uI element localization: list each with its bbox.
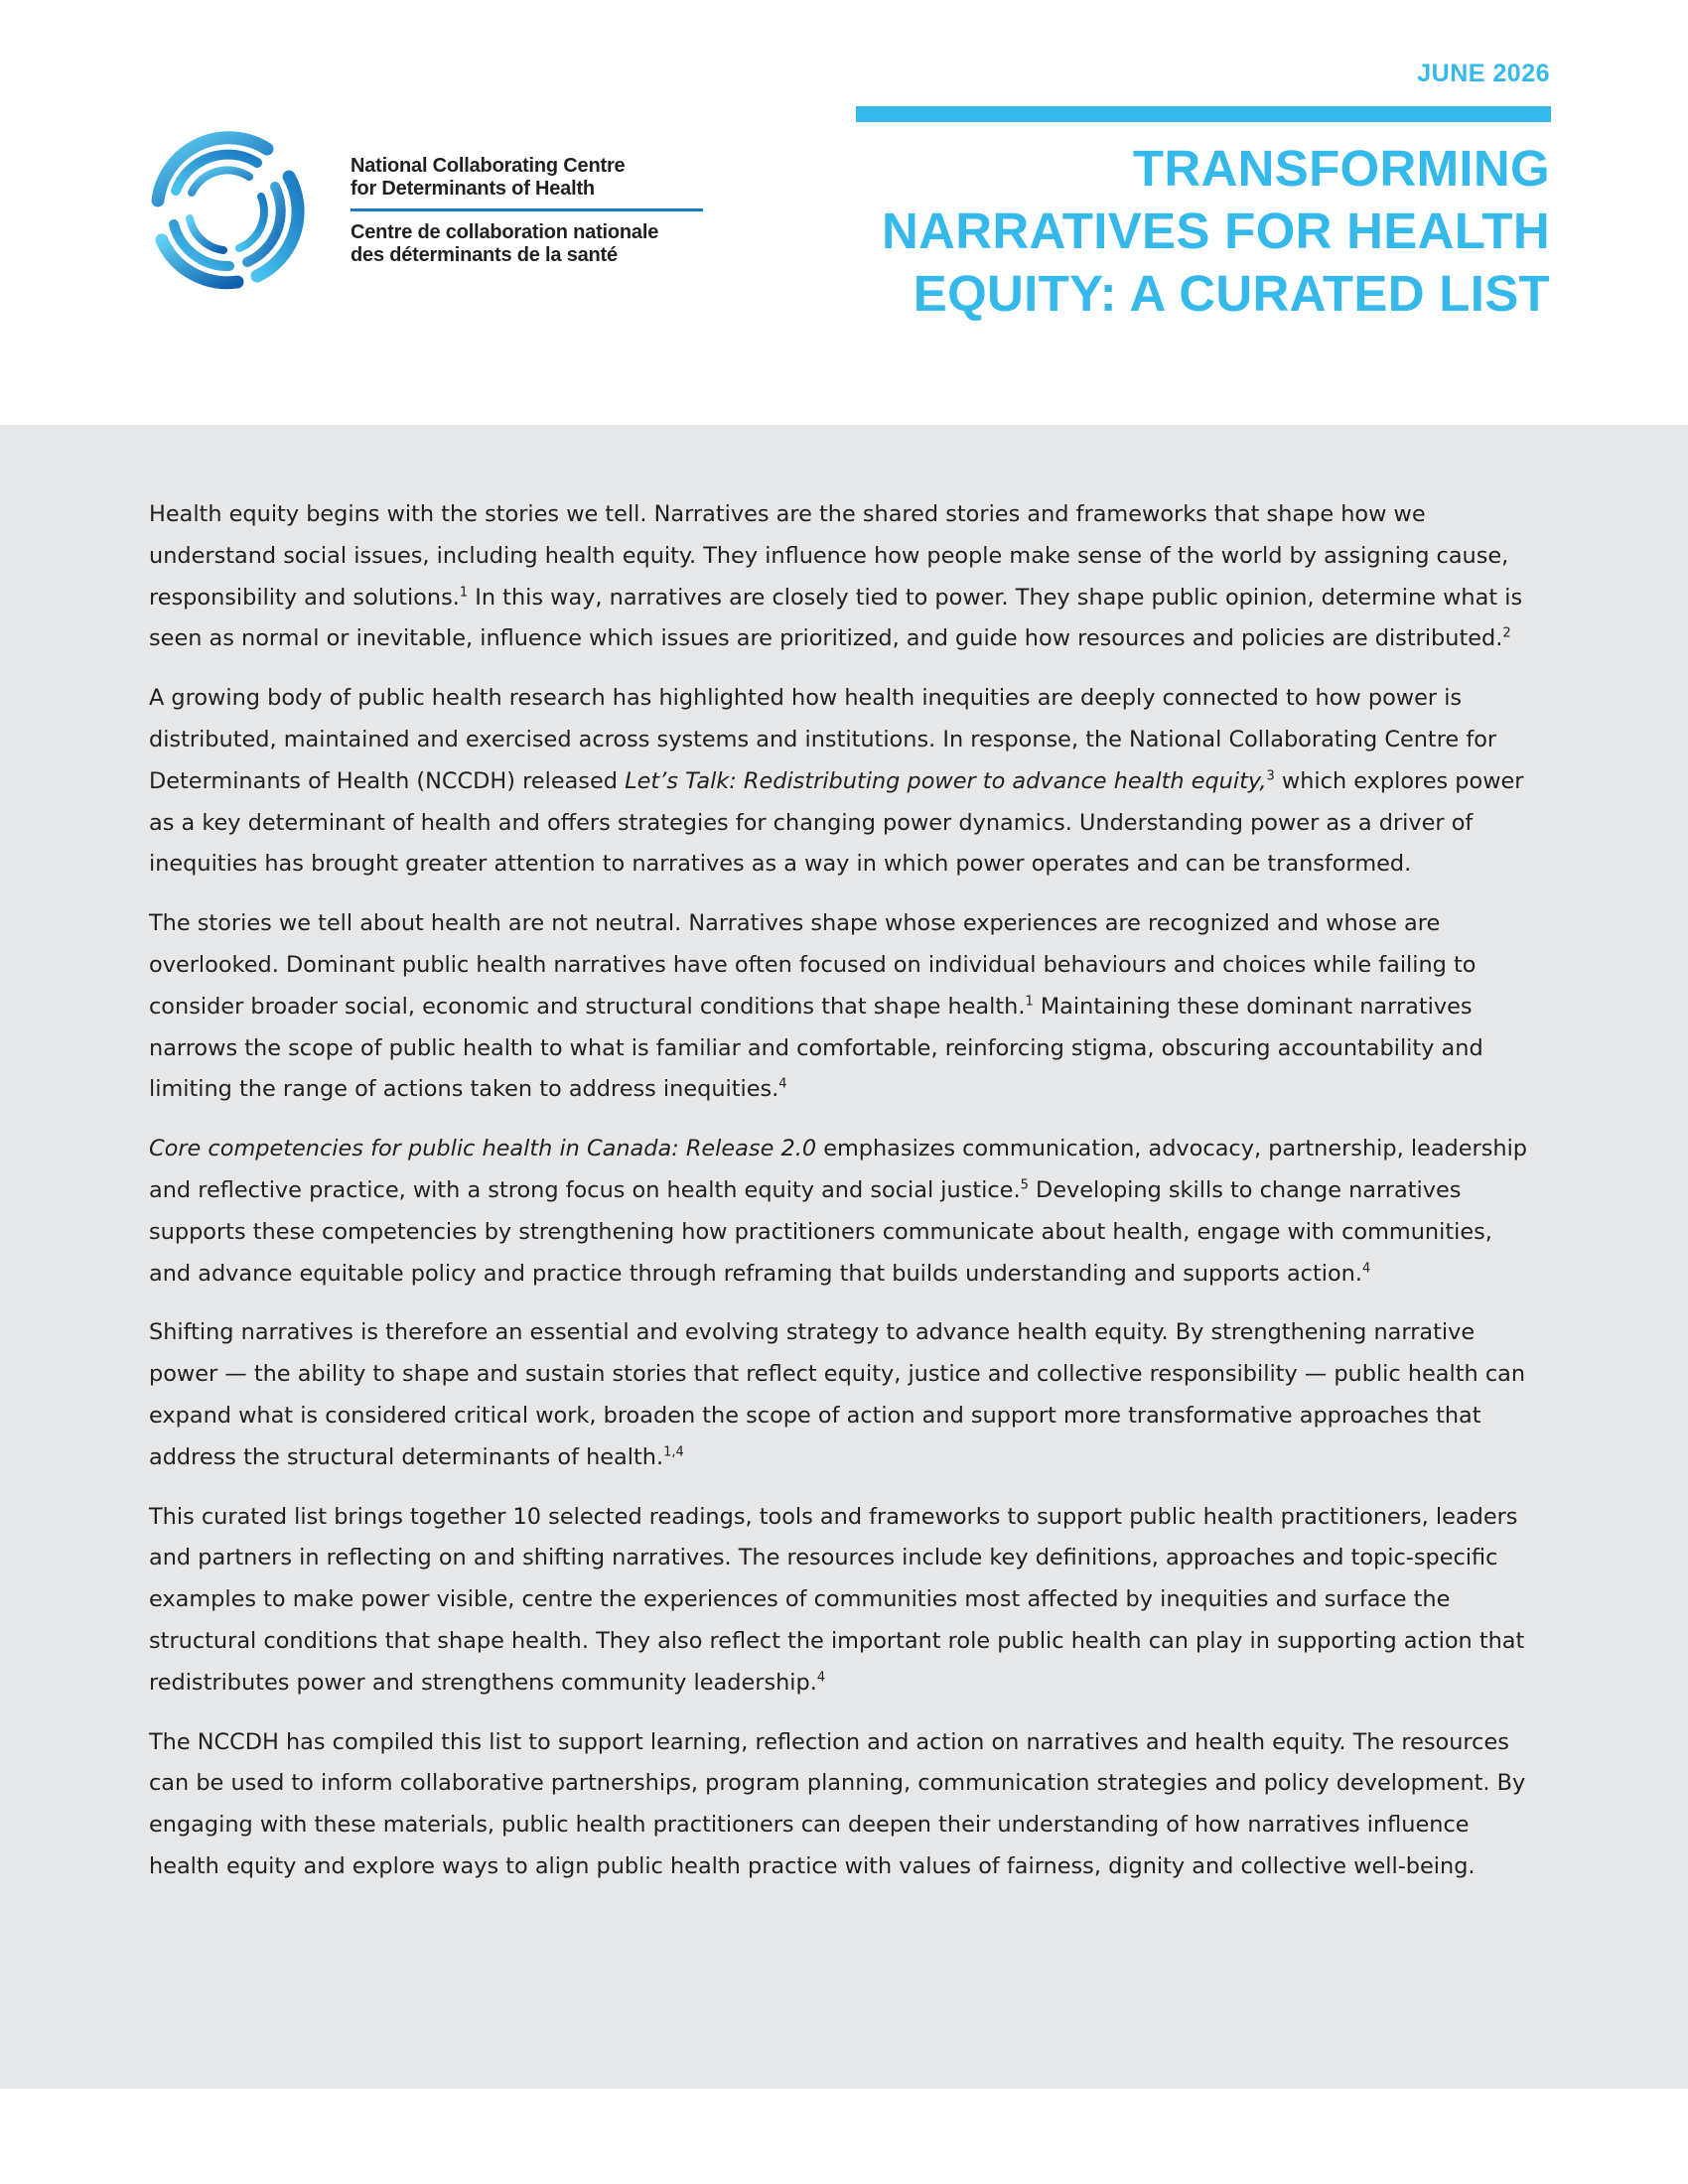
document-title-line: EQUITY: A CURATED LIST (913, 265, 1550, 322)
org-name-french-line: Centre de collaboration nationale (351, 221, 659, 243)
paragraph-text: Maintaining these dominant narratives narrows the scope of public health to what is familiar and comfortable, reinforcing stigma, obscuring accountability and limiting the range of actions taken to address inequities. (149, 993, 1483, 1103)
paragraph-text: The stories we tell about health are not neutral. Narratives shape whose experiences are recognized and whose are overlooked. Dominant public health narratives have often focused on individual behaviours and choices while failing to consider broader social, economic and structural conditions that shape health. (149, 910, 1477, 1020)
paragraph-text: A growing body of public health research has highlighted how health inequities are deeply connected to how power is distributed, maintained and exercised across systems and institutions. In response, the National Collaborating Centre for Determinants of Health (NCCDH) released (149, 685, 1497, 794)
paragraph-text: Health equity begins with the stories we tell. Narratives are the shared stories and frameworks that shape how we understand social issues, including health equity. They influence how people make sense of the world by assigning cause, responsibility and solutions. (149, 501, 1509, 611)
paragraph-text: which explores power as a key determinant of health and offers strategies for changing power dynamics. Understanding power as a driver of inequities has brought greater attention to narratives as a way in which power operates and can be transformed. (149, 767, 1524, 878)
org-name-french (351, 221, 708, 267)
document-title-line: NARRATIVES FOR HEALTH (881, 203, 1550, 259)
document-title-line: TRANSFORMING (1132, 140, 1550, 197)
cited-title: Let’s Talk: Redistributing power to advance health equity, (625, 767, 1267, 794)
reference-marker: 4 (778, 1076, 787, 1092)
paragraph-text: The NCCDH has compiled this list to support learning, reflection and action on narratives and health equity. The resources can be used to inform collaborative partnerships, program planning, communication strategies and policy development. By engaging with these materials, public health practitioners can deepen their understanding of how narratives influence health equity and explore ways to align public health practice with values of fairness, dignity and collective well-being. (149, 1728, 1526, 1879)
reference-marker: 4 (816, 1670, 826, 1686)
cited-title: Core competencies for public health in Canada: Release 2.0 (149, 1136, 817, 1162)
paragraph-7 (149, 1722, 1539, 1888)
paragraph-text: Developing skills to change narratives supports these competencies by strengthening how practitioners communicate about health, engage with communities, and advance equitable policy and practice through reframing that builds understanding and supports action. (149, 1176, 1492, 1287)
paragraph-4 (149, 1129, 1539, 1295)
paragraph-6 (149, 1497, 1539, 1705)
page-header (0, 0, 1688, 425)
reference-marker: 4 (1361, 1261, 1371, 1277)
title-accent-bar (856, 106, 1551, 122)
intro-section (0, 425, 1688, 2089)
intro-text (149, 494, 1539, 1906)
paragraph-text: This curated list brings together 10 selected readings, tools and frameworks to support public health practitioners, leaders and partners in reflecting on and shifting narratives. The resources include key definitions, approaches and topic-specific examples to make power visible, centre the experiences of communities most affected by inequities and surface the structural conditions that shape health. They also reflect the important role public health can play in supporting action that redistributes power and strengthens community leadership. (149, 1503, 1525, 1696)
publication-date: JUNE 2026 (1417, 60, 1550, 87)
paragraph-text: Shifting narratives is therefore an essential and evolving strategy to advance health equity. By strengthening narrative power — the ability to shape and sustain stories that reflect equity, justice and collective responsibility — public health can expand what is considered critical work, broaden the scope of action and support more transformative approaches that address the structural determinants of health. (149, 1319, 1526, 1470)
reference-marker: 2 (1502, 625, 1511, 641)
document-title (795, 137, 1550, 325)
reference-marker: 5 (1020, 1177, 1029, 1193)
org-name-divider (351, 208, 703, 211)
org-name-english-line: for Determinants of Health (351, 178, 595, 200)
org-name-english (351, 155, 678, 201)
paragraph-1 (149, 494, 1539, 660)
reference-marker: 1 (459, 585, 469, 601)
reference-marker: 1,4 (663, 1444, 684, 1460)
paragraph-3 (149, 903, 1539, 1111)
paragraph-2 (149, 678, 1539, 886)
paragraph-5 (149, 1312, 1539, 1478)
paragraph-text: In this way, narratives are closely tied to power. They shape public opinion, determine what is seen as normal or inevitable, influence which issues are prioritized, and guide how resources and policies are distributed. (149, 584, 1523, 652)
organization-logo (144, 127, 715, 296)
ncchd-swirl-logo-icon (144, 127, 311, 294)
org-name-french-line: des déterminants de la santé (351, 244, 618, 266)
org-name-english-line: National Collaborating Centre (351, 155, 626, 177)
reference-marker: 3 (1266, 768, 1275, 784)
reference-marker: 1 (1025, 994, 1034, 1010)
paragraph-text: emphasizes communication, advocacy, partnership, leadership and reflective practice, with a strong focus on health equity and social justice. (149, 1136, 1528, 1203)
